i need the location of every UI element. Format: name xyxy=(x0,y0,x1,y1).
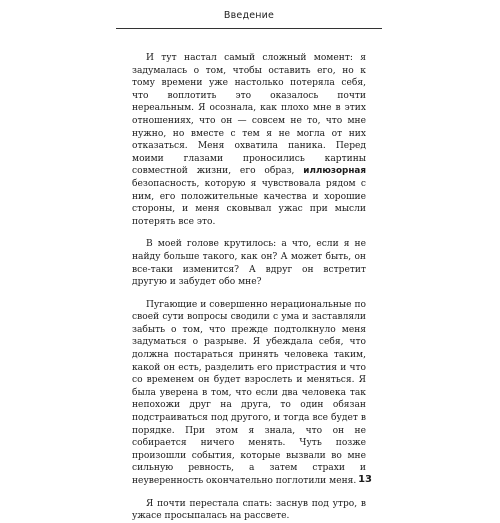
running-header: Введение xyxy=(223,10,275,21)
page-number: 13 xyxy=(358,474,372,485)
paragraph-4: Я почти перестала спать: заснув под утро, в ужасе просыпалась на рассвете. xyxy=(132,498,366,522)
paragraph-2: В моей голове крутилось: а что, если я не найду больше такого, как он? А может быть, он все-таки изменится? А вдруг он встретит другую и забудет обо мне? xyxy=(132,239,366,288)
paragraph-1 xyxy=(132,52,366,228)
body-text xyxy=(132,52,366,523)
paragraph-3: Пугающие и совершенно нерациональные по своей сути вопросы сводили с ума и заставляли забыть о том, что прежде подтолкнуло меня задуматься о разрыве. Я убеждала себя, что должна постараться принять человека таким, какой он есть, разделить его пристрастия и что со временем он будет взрослеть и меняться. Я была уверена в том, что если два человека так непохожи друг на друга, то один обязан подстраиваться под другого, и тогда все будет в порядке. При этом я знала, что он не собирается ничего менять. Чуть позже произошли события, которые вызвали во мне сильную ревность, а затем страхи и неуверенность окончательно поглотили меня. xyxy=(132,299,366,486)
header-rule xyxy=(116,28,382,29)
paragraph-1-start: И тут настал самый сложный момент: я задумалась о том, чтобы оставить его, но к тому времени уже настолько потеряла себя, что воплотить это оказалось почти нереальным. Я осознала, как плохо мне в этих отношениях, что он — совсем не то, что мне нужно, но вместе с тем я не могла от них отказаться. Меня охватила паника. Перед моими глазами проносились картины совместной жизни, его образ, xyxy=(132,53,366,177)
paragraph-1-end: безопасность, которую я чувствовала рядом с ним, его положительные качества и хорошие стороны, и меня сковывал ужас при мысли потерять все это. xyxy=(132,178,366,227)
emphasized-word: иллюзорная xyxy=(303,166,366,177)
